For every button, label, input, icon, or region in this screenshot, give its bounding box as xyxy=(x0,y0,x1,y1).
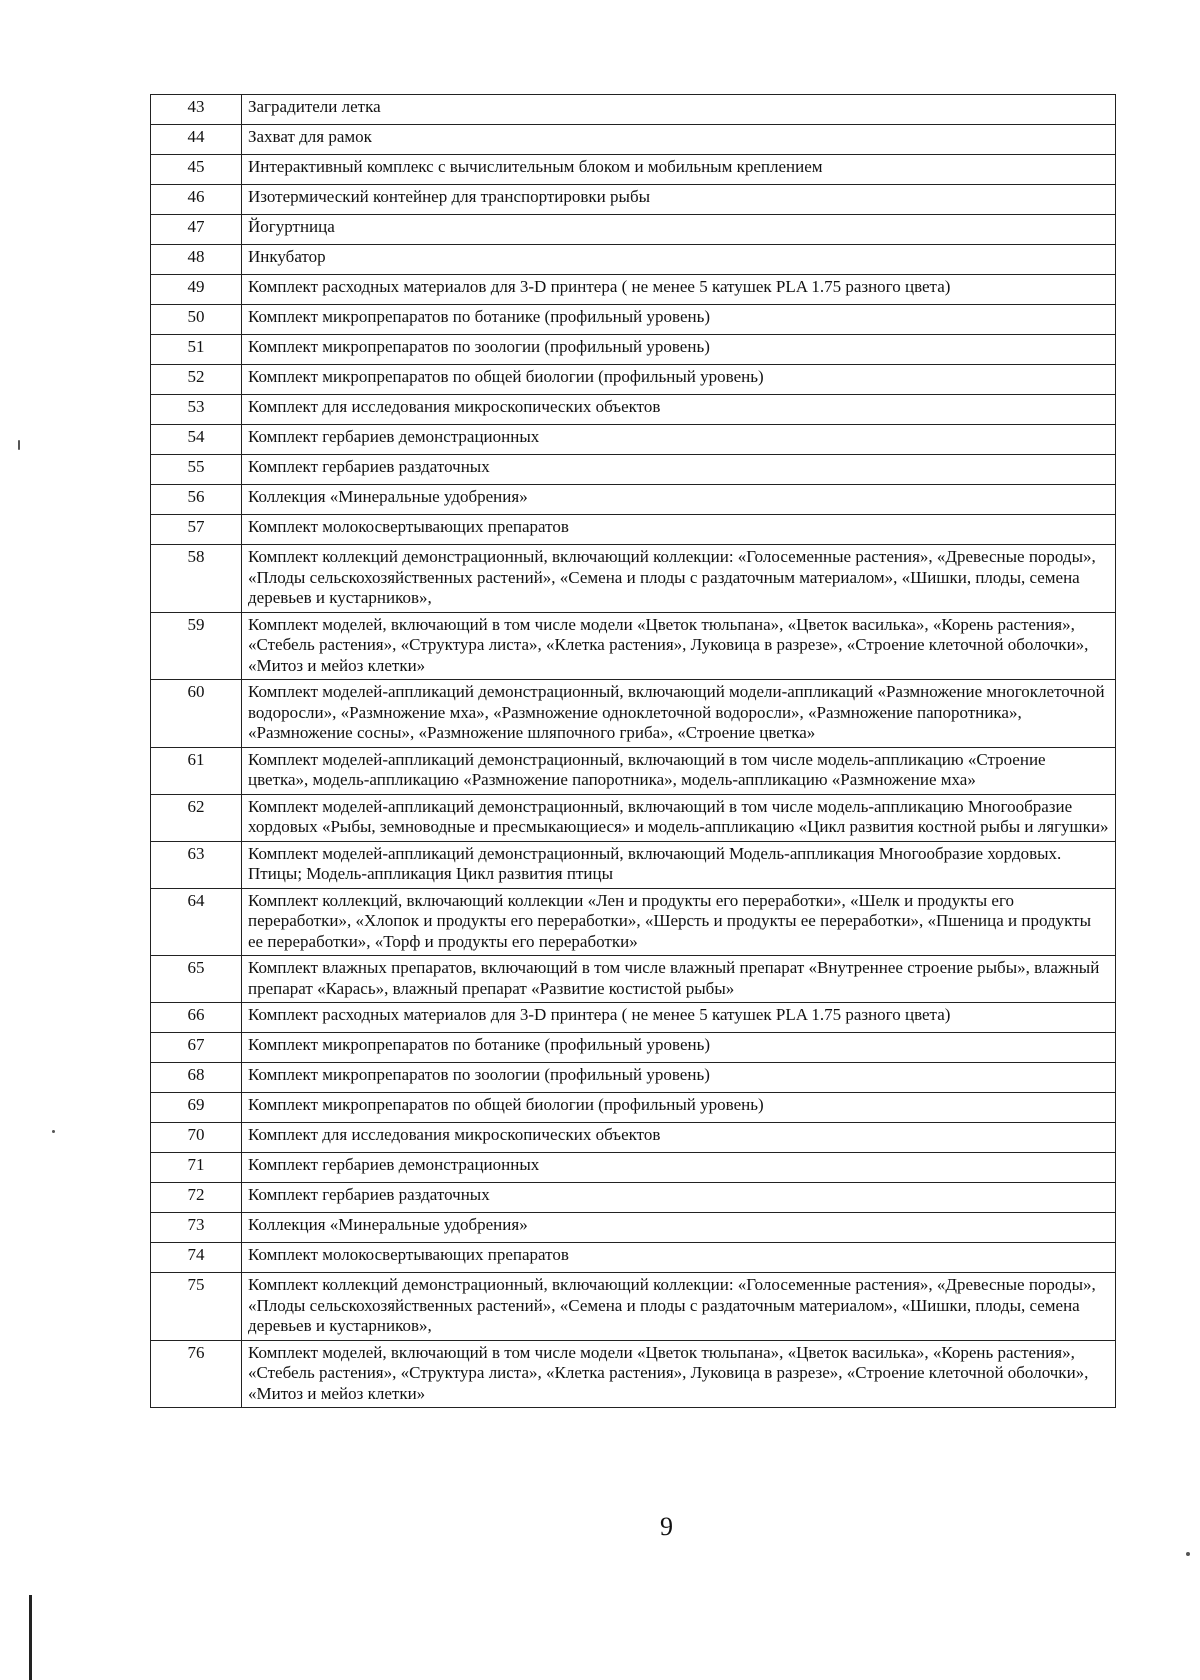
row-description-cell: Комплект микропрепаратов по зоологии (профильный уровень) xyxy=(242,1063,1116,1093)
row-number-cell: 65 xyxy=(151,956,242,1003)
row-number-cell: 66 xyxy=(151,1003,242,1033)
equipment-list-table xyxy=(150,94,1116,1408)
row-description-cell: Коллекция «Минеральные удобрения» xyxy=(242,485,1116,515)
row-description-cell: Комплект микропрепаратов по общей биологии (профильный уровень) xyxy=(242,365,1116,395)
row-number-cell: 67 xyxy=(151,1033,242,1063)
table-row xyxy=(151,305,1116,335)
row-number-cell: 75 xyxy=(151,1273,242,1341)
row-number-cell: 52 xyxy=(151,365,242,395)
row-number-cell: 68 xyxy=(151,1063,242,1093)
table-row xyxy=(151,395,1116,425)
table-row xyxy=(151,485,1116,515)
row-number-cell: 44 xyxy=(151,125,242,155)
row-description-cell: Захват для рамок xyxy=(242,125,1116,155)
table-row xyxy=(151,515,1116,545)
row-number-cell: 63 xyxy=(151,841,242,888)
row-description-cell: Комплект моделей-аппликаций демонстрационный, включающий модели-аппликаций «Размножение многоклеточной водоросли», «Размножение мха», «Размножение одноклеточной водоросли», «Размножение папоротника», «Размножение сосны», «Размножение шляпочного гриба», «Строение цветка» xyxy=(242,680,1116,748)
table-row xyxy=(151,747,1116,794)
table-row xyxy=(151,612,1116,680)
row-description-cell: Комплект микропрепаратов по зоологии (профильный уровень) xyxy=(242,335,1116,365)
row-description-cell: Комплект моделей, включающий в том числе модели «Цветок тюльпана», «Цветок василька», «Корень растения», «Стебель растения», «Структура листа», «Клетка растения», Луковица в разрезе», «Строение клеточной оболочки», «Митоз и мейоз клетки» xyxy=(242,1340,1116,1408)
row-description-cell: Комплект влажных препаратов, включающий в том числе влажный препарат «Внутреннее строение рыбы», влажный препарат «Карась», влажный препарат «Развитие костистой рыбы» xyxy=(242,956,1116,1003)
table-row xyxy=(151,425,1116,455)
row-description-cell: Комплект коллекций демонстрационный, включающий коллекции: «Голосеменные растения», «Древесные породы», «Плоды сельскохозяйственных растений», «Семена и плоды с раздаточным материалом», «Шишки, плоды, семена деревьев и кустарников», xyxy=(242,545,1116,613)
row-number-cell: 69 xyxy=(151,1093,242,1123)
row-number-cell: 74 xyxy=(151,1243,242,1273)
row-number-cell: 62 xyxy=(151,794,242,841)
row-number-cell: 51 xyxy=(151,335,242,365)
table-row xyxy=(151,1093,1116,1123)
row-number-cell: 50 xyxy=(151,305,242,335)
row-description-cell: Комплект микропрепаратов по ботанике (профильный уровень) xyxy=(242,1033,1116,1063)
row-number-cell: 46 xyxy=(151,185,242,215)
table-row xyxy=(151,455,1116,485)
row-description-cell: Йогуртница xyxy=(242,215,1116,245)
row-description-cell: Изотермический контейнер для транспортировки рыбы xyxy=(242,185,1116,215)
scan-artifact-dot xyxy=(1186,1552,1190,1556)
table-body xyxy=(151,95,1116,1408)
table-row xyxy=(151,956,1116,1003)
row-number-cell: 73 xyxy=(151,1213,242,1243)
row-number-cell: 45 xyxy=(151,155,242,185)
table-row xyxy=(151,1183,1116,1213)
table-row xyxy=(151,155,1116,185)
table-row xyxy=(151,1003,1116,1033)
table-row xyxy=(151,1340,1116,1408)
row-description-cell: Комплект микропрепаратов по ботанике (профильный уровень) xyxy=(242,305,1116,335)
row-number-cell: 54 xyxy=(151,425,242,455)
row-number-cell: 47 xyxy=(151,215,242,245)
row-number-cell: 56 xyxy=(151,485,242,515)
table-row xyxy=(151,1063,1116,1093)
row-number-cell: 48 xyxy=(151,245,242,275)
table-row xyxy=(151,1243,1116,1273)
row-number-cell: 57 xyxy=(151,515,242,545)
row-description-cell: Комплект моделей, включающий в том числе модели «Цветок тюльпана», «Цветок василька», «Корень растения», «Стебель растения», «Структура листа», «Клетка растения», Луковица в разрезе», «Строение клеточной оболочки», «Митоз и мейоз клетки» xyxy=(242,612,1116,680)
row-number-cell: 55 xyxy=(151,455,242,485)
row-number-cell: 58 xyxy=(151,545,242,613)
table-row xyxy=(151,125,1116,155)
row-description-cell: Интерактивный комплекс с вычислительным блоком и мобильным креплением xyxy=(242,155,1116,185)
row-number-cell: 59 xyxy=(151,612,242,680)
scan-margin-line xyxy=(29,1595,32,1680)
row-number-cell: 43 xyxy=(151,95,242,125)
row-description-cell: Комплект для исследования микроскопических объектов xyxy=(242,1123,1116,1153)
table-row xyxy=(151,245,1116,275)
table-row xyxy=(151,215,1116,245)
row-description-cell: Комплект гербариев демонстрационных xyxy=(242,425,1116,455)
table-row xyxy=(151,680,1116,748)
row-description-cell: Коллекция «Минеральные удобрения» xyxy=(242,1213,1116,1243)
scan-artifact-dot xyxy=(52,1130,55,1133)
row-number-cell: 60 xyxy=(151,680,242,748)
row-description-cell: Комплект расходных материалов для 3-D принтера ( не менее 5 катушек PLA 1.75 разного цвета) xyxy=(242,1003,1116,1033)
row-number-cell: 49 xyxy=(151,275,242,305)
row-description-cell: Комплект моделей-аппликаций демонстрационный, включающий Модель-аппликация Многообразие хордовых. Птицы; Модель-аппликация Цикл развития птицы xyxy=(242,841,1116,888)
row-number-cell: 70 xyxy=(151,1123,242,1153)
table-row xyxy=(151,888,1116,956)
row-description-cell: Комплект молокосвертывающих препаратов xyxy=(242,515,1116,545)
row-description-cell: Инкубатор xyxy=(242,245,1116,275)
table-row xyxy=(151,1033,1116,1063)
table-row xyxy=(151,95,1116,125)
table-row xyxy=(151,1123,1116,1153)
table-row xyxy=(151,1153,1116,1183)
row-description-cell: Комплект коллекций демонстрационный, включающий коллекции: «Голосеменные растения», «Древесные породы», «Плоды сельскохозяйственных растений», «Семена и плоды с раздаточным материалом», «Шишки, плоды, семена деревьев и кустарников», xyxy=(242,1273,1116,1341)
row-description-cell: Комплект для исследования микроскопических объектов xyxy=(242,395,1116,425)
row-number-cell: 76 xyxy=(151,1340,242,1408)
row-description-cell: Комплект гербариев демонстрационных xyxy=(242,1153,1116,1183)
table-row xyxy=(151,545,1116,613)
row-description-cell: Комплект гербариев раздаточных xyxy=(242,455,1116,485)
row-description-cell: Комплект коллекций, включающий коллекции «Лен и продукты его переработки», «Шелк и продукты его переработки», «Хлопок и продукты его переработки», «Шерсть и продукты ее переработки», «Пшеница и продукты ее переработки», «Торф и продукты его переработки» xyxy=(242,888,1116,956)
table-row xyxy=(151,1213,1116,1243)
row-description-cell: Комплект микропрепаратов по общей биологии (профильный уровень) xyxy=(242,1093,1116,1123)
table-row xyxy=(151,794,1116,841)
row-number-cell: 64 xyxy=(151,888,242,956)
row-description-cell: Комплект гербариев раздаточных xyxy=(242,1183,1116,1213)
row-number-cell: 53 xyxy=(151,395,242,425)
row-description-cell: Комплект моделей-аппликаций демонстрационный, включающий в том числе модель-аппликацию «Строение цветка», модель-аппликацию «Размножение папоротника», модель-аппликацию «Размножение мха» xyxy=(242,747,1116,794)
row-description-cell: Комплект моделей-аппликаций демонстрационный, включающий в том числе модель-аппликацию Многообразие хордовых «Рыбы, земноводные и пресмыкающиеся» и модель-аппликацию «Цикл развития костной рыбы и лягушки» xyxy=(242,794,1116,841)
row-description-cell: Комплект молокосвертывающих препаратов xyxy=(242,1243,1116,1273)
row-description-cell: Комплект расходных материалов для 3-D принтера ( не менее 5 катушек PLA 1.75 разного цвета) xyxy=(242,275,1116,305)
scan-artifact-dot xyxy=(18,440,20,450)
table-row xyxy=(151,841,1116,888)
row-number-cell: 72 xyxy=(151,1183,242,1213)
row-number-cell: 61 xyxy=(151,747,242,794)
table-row xyxy=(151,335,1116,365)
page-number: 9 xyxy=(660,1512,673,1541)
table-row xyxy=(151,365,1116,395)
row-description-cell: Заградители летка xyxy=(242,95,1116,125)
table-row xyxy=(151,185,1116,215)
table-row xyxy=(151,1273,1116,1341)
table-row xyxy=(151,275,1116,305)
row-number-cell: 71 xyxy=(151,1153,242,1183)
